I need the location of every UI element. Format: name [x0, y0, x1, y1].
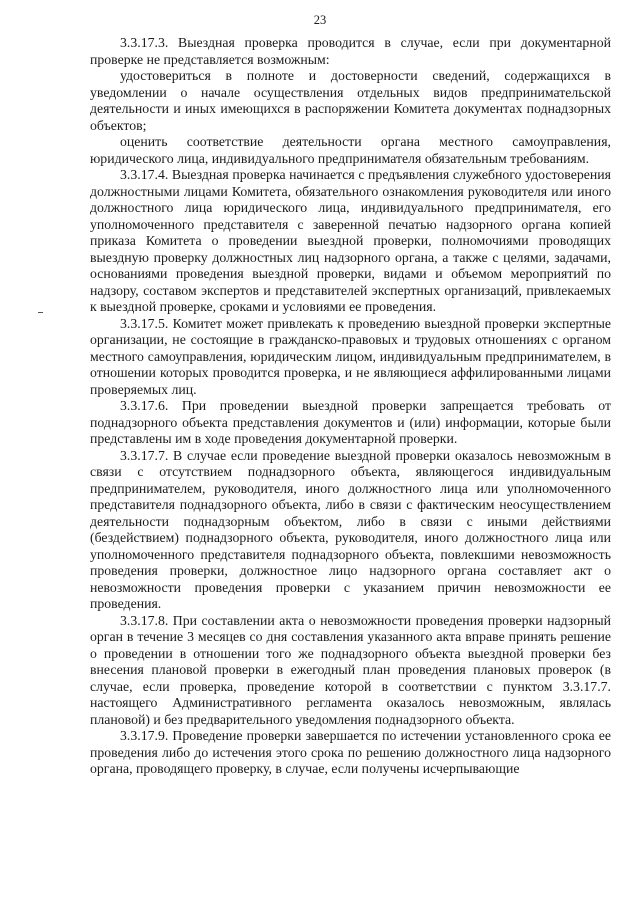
- paragraph-list-item-1: удостовериться в полноте и достоверности сведений, содержащихся в уведомлении о начале осуществления отдельных видов предпринимательской деятельности и иных имеющихся в распоряжении Комитета документах поднадзорных объектов;: [90, 68, 611, 133]
- paragraph-3-3-17-4: 3.3.17.4. Выездная проверка начинается с предъявления служебного удостоверения должностными лицами Комитета, обязательного ознакомления руководителя или иного должностного лица юридического лица, индивидуального предпринимателя, его уполномоченного представителя с заверенной печатью надзорного органа копией приказа Комитета о проведении выездной проверки, полномочиями проводящих выездную проверку должностных лиц надзорного органа, а также с целями, задачами, основаниями проведения выездной проверки, видами и объемом мероприятий по надзору, составом экспертов и представителей экспертных организаций, привлекаемых к выездной проверке, сроками и условиями ее проведения.: [90, 167, 611, 314]
- paragraph-3-3-17-8: 3.3.17.8. При составлении акта о невозможности проведения проверки надзорный орган в течение 3 месяцев со дня составления указанного акта вправе принять решение о проведении в отношении того же поднадзорного объекта выездной проверки без внесения плановой проверки в ежегодный план проведения плановых проверок (в случае, если проверка, проведение которой в соответствии с пунктом 3.3.17.7. настоящего Административного регламента оказалось невозможным, являлась плановой) и без предварительного уведомления поднадзорного объекта.: [90, 612, 611, 727]
- paragraph-3-3-17-6: 3.3.17.6. При проведении выездной проверки запрещается требовать от поднадзорного объекта представления документов и (или) информации, которые были представлены им в ходе проведения документарной проверки.: [90, 398, 611, 446]
- document-body: [90, 35, 611, 778]
- paragraph-3-3-17-3: 3.3.17.3. Выездная проверка проводится в случае, если при документарной проверке не представляется возможным:: [90, 35, 611, 67]
- paragraph-3-3-17-7: 3.3.17.7. В случае если проведение выездной проверки оказалось невозможным в связи с отсутствием поднадзорного объекта, являющегося индивидуальным предпринимателем, руководителя, иного должностного лица или уполномоченного представителя поднадзорного объекта, либо в связи с фактическим неосуществлением деятельности поднадзорным объектом, либо в связи с иными действиями (бездействием) поднадзорного объекта, руководителя, иного должностного лица или уполномоченного представителя поднадзорного объекта, повлекшими невозможность проведения проверки, должностное лицо надзорного органа составляет акт о невозможности проведения проверки с указанием причин невозможности ее проведения.: [90, 447, 611, 611]
- paragraph-3-3-17-5: 3.3.17.5. Комитет может привлекать к проведению выездной проверки экспертные организации, не состоящие в гражданско-правовых и трудовых отношениях с органом местного самоуправления, юридическим лицом, индивидуальным предпринимателем, в отношении которых проводится проверка, и не являющиеся аффилированными лицами проверяемых лиц.: [90, 315, 611, 397]
- paragraph-list-item-2: оценить соответствие деятельности органа местного самоуправления, юридического лица, индивидуального предпринимателя обязательным требованиям.: [90, 134, 611, 166]
- margin-mark: [38, 312, 43, 313]
- paragraph-3-3-17-9: 3.3.17.9. Проведение проверки завершается по истечении установленного срока ее проведения либо до истечения этого срока по решению должностного лица надзорного органа, проводящего проверку, в случае, если получены исчерпывающие: [90, 728, 611, 776]
- page-number: 23: [313, 13, 327, 27]
